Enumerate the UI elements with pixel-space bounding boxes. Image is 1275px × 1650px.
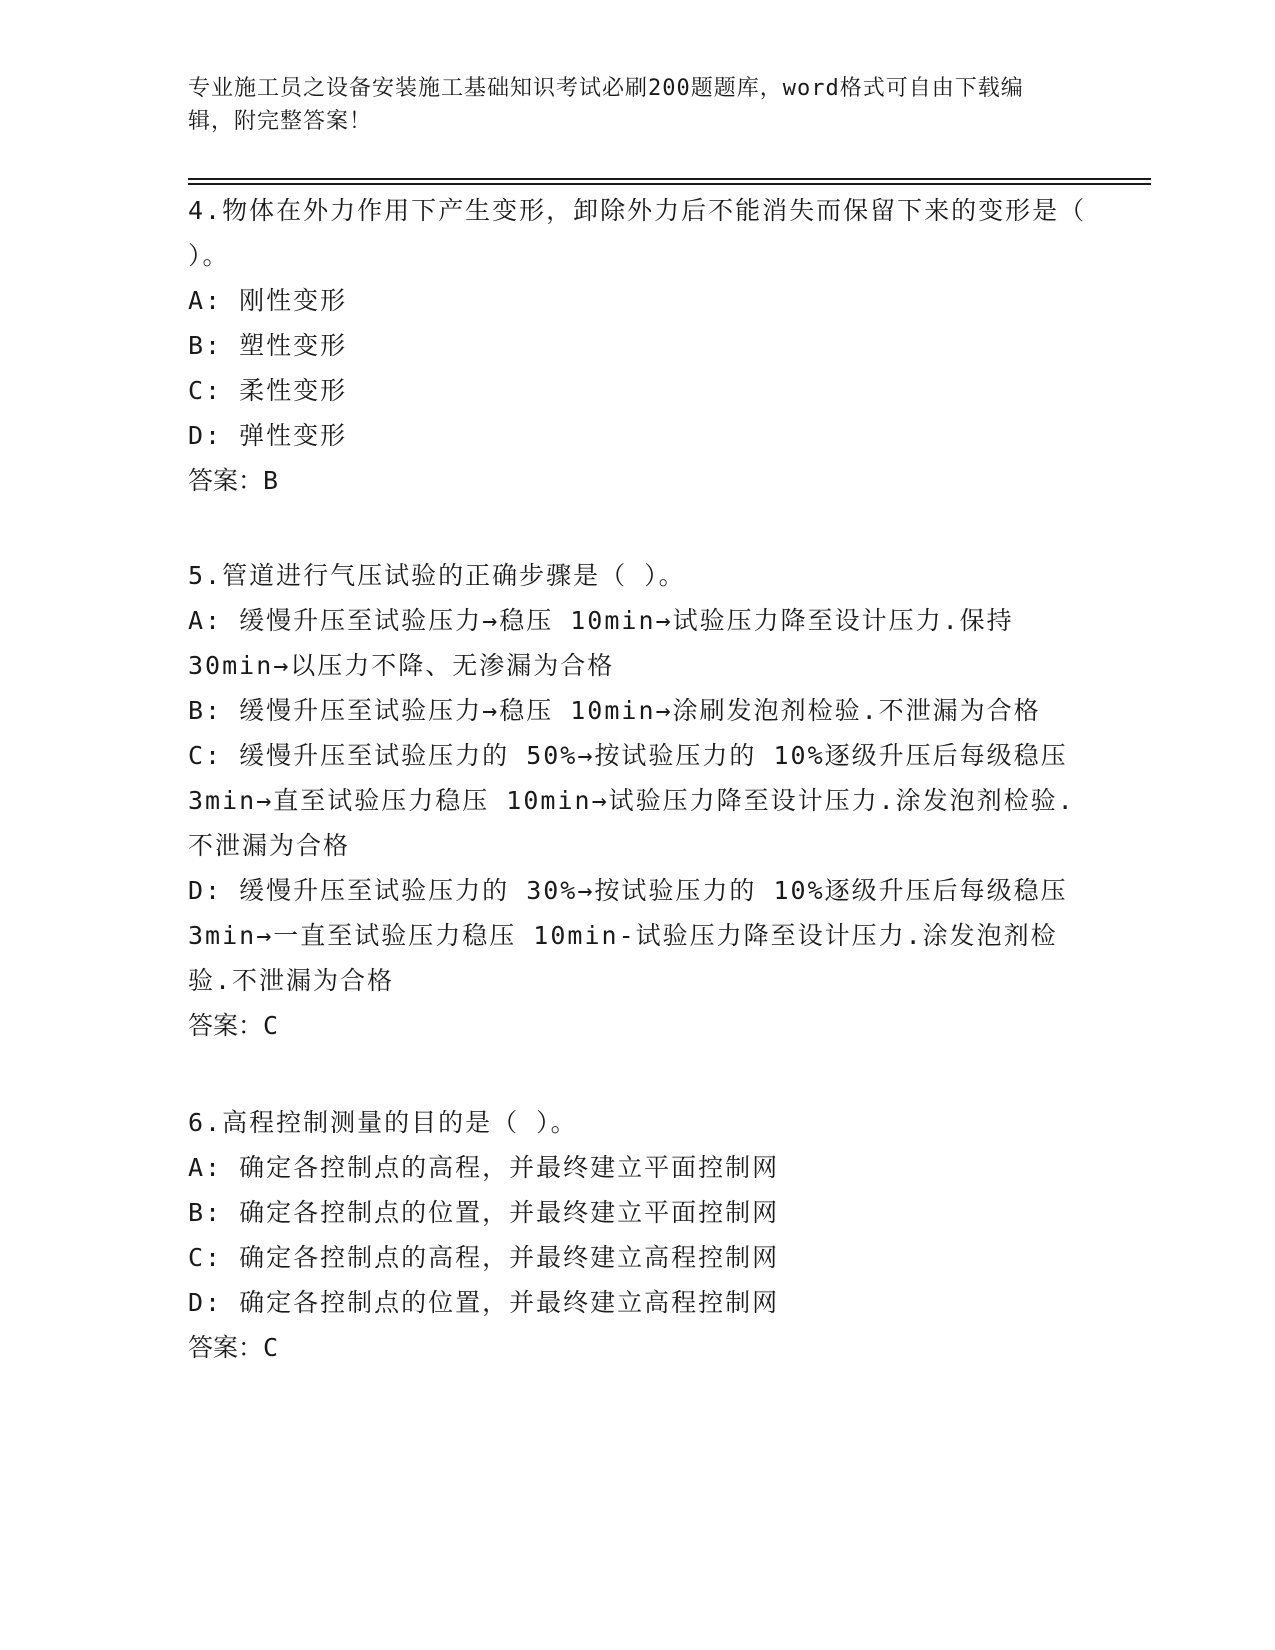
answer-line <box>188 1325 1088 1370</box>
answer-line <box>188 1003 1088 1048</box>
question-stem: 6.高程控制测量的目的是（ ）。 <box>188 1108 578 1137</box>
option-b: B: 确定各控制点的位置，并最终建立平面控制网 <box>188 1198 780 1227</box>
option-c: C: 缓慢升压至试验压力的 50%→按试验压力的 10%逐级升压后每级稳压 3min→直至试验压力稳压 10min→试验压力降至设计压力.涂发泡剂检验.不泄漏为合格 <box>188 741 1075 860</box>
option-d: D: 缓慢升压至试验压力的 30%→按试验压力的 10%逐级升压后每级稳压 3min→一直至试验压力稳压 10min-试验压力降至设计压力.涂发泡剂检验.不泄漏为合格 <box>188 876 1068 995</box>
answer-value: C <box>263 1011 279 1040</box>
question-6 <box>188 1100 1088 1370</box>
question-stem: 4.物体在外力作用下产生变形，卸除外力后不能消失而保留下来的变形是（ ）。 <box>188 196 1087 270</box>
option-d: D: 弹性变形 <box>188 421 348 450</box>
document-header <box>188 72 1068 138</box>
header-title: 专业施工员之设备安装施工基础知识考试必刷200题题库，word格式可自由下载编辑，附完整答案！ <box>188 76 1024 134</box>
option-c: C: 确定各控制点的高程，并最终建立高程控制网 <box>188 1243 780 1272</box>
header-divider-bottom <box>188 183 1151 185</box>
option-a: A: 刚性变形 <box>188 286 348 315</box>
question-4 <box>188 188 1088 503</box>
answer-value: B <box>263 466 279 495</box>
answer-line <box>188 458 1088 503</box>
question-stem: 5.管道进行气压试验的正确步骤是（ ）。 <box>188 561 686 590</box>
option-b: B: 塑性变形 <box>188 331 348 360</box>
answer-label: 答案： <box>188 1011 264 1040</box>
answer-label: 答案： <box>188 1333 264 1362</box>
header-divider-top <box>188 178 1151 180</box>
option-d: D: 确定各控制点的位置，并最终建立高程控制网 <box>188 1288 780 1317</box>
question-5 <box>188 553 1088 1048</box>
answer-label: 答案： <box>188 466 264 495</box>
option-a: A: 确定各控制点的高程，并最终建立平面控制网 <box>188 1153 780 1182</box>
option-c: C: 柔性变形 <box>188 376 348 405</box>
option-a: A: 缓慢升压至试验压力→稳压 10min→试验压力降至设计压力.保持30min→以压力不降、无渗漏为合格 <box>188 606 1014 680</box>
answer-value: C <box>263 1333 279 1362</box>
option-b: B: 缓慢升压至试验压力→稳压 10min→涂刷发泡剂检验.不泄漏为合格 <box>188 696 1041 725</box>
